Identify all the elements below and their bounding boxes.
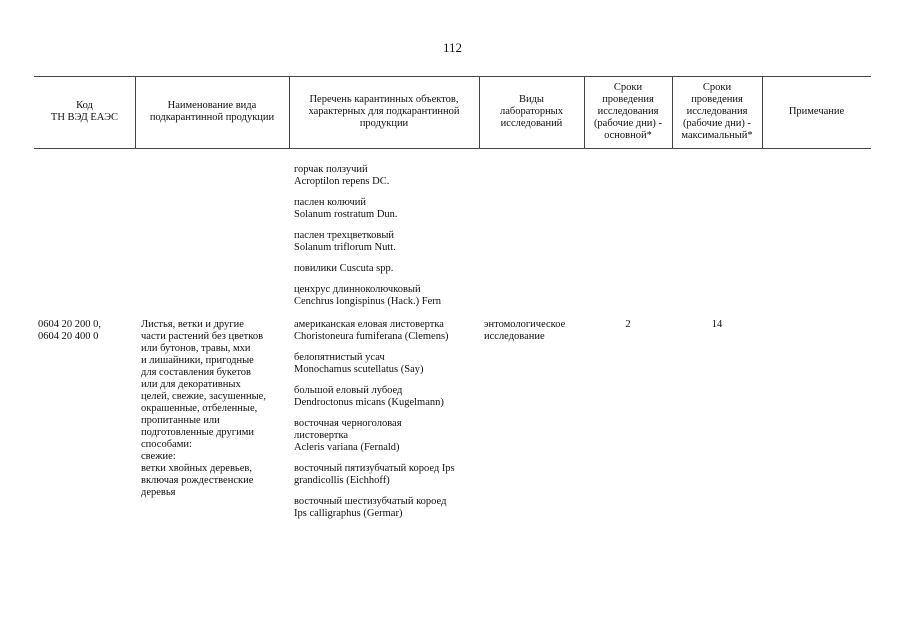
quarantine-object-line: повилики Cuscuta spp. bbox=[294, 263, 394, 274]
code-line: 0604 20 200 0, bbox=[38, 319, 101, 330]
quarantine-object bbox=[294, 284, 480, 308]
header-lab: Виды лабораторных исследований bbox=[499, 94, 563, 129]
quarantine-object-line: паслен колючий bbox=[294, 197, 366, 208]
code-line: 0604 20 400 0 bbox=[38, 331, 99, 342]
table-header-bottom-rule bbox=[34, 148, 871, 149]
quarantine-object bbox=[294, 164, 480, 188]
quarantine-object bbox=[294, 418, 480, 454]
quarantine-object bbox=[294, 197, 480, 221]
product-name-line: Листья, ветки и другие bbox=[141, 319, 244, 330]
quarantine-object bbox=[294, 352, 480, 376]
quarantine-object-line: восточная черноголовая bbox=[294, 418, 402, 429]
product-name-line: или для декоративных bbox=[141, 379, 241, 390]
product-name-line: части растений без цветков bbox=[141, 331, 264, 342]
quarantine-object-line: Dendroctonus micans (Kugelmann) bbox=[294, 397, 444, 408]
product-name-line: способами: bbox=[141, 439, 192, 450]
quarantine-object-line: восточный шестизубчатый короед bbox=[294, 496, 447, 507]
quarantine-object-line: паслен трехцветковый bbox=[294, 230, 395, 241]
quarantine-object-line: американская еловая листовертка bbox=[294, 319, 444, 330]
row-lab-research-cell bbox=[484, 319, 584, 343]
quarantine-object-line: Solanum triflorum Nutt. bbox=[294, 242, 396, 253]
product-name-line: пропитанные или bbox=[141, 415, 220, 426]
quarantine-object-line: Ips calligraphus (Germar) bbox=[294, 508, 403, 519]
product-name-line: ветки хвойных деревьев, bbox=[141, 463, 252, 474]
quarantine-object bbox=[294, 319, 480, 343]
product-name-line: свежие: bbox=[141, 451, 176, 462]
header-objects: Перечень карантинных объектов, характерных для подкарантинной продукции bbox=[308, 94, 460, 129]
quarantine-object-line: Acleris variana (Fernald) bbox=[294, 442, 400, 453]
product-name-line: целей, свежие, засушенные, bbox=[141, 391, 266, 402]
quarantine-object bbox=[294, 230, 480, 254]
quarantine-object-line: белопятнистый усач bbox=[294, 352, 385, 363]
product-name-line: деревья bbox=[141, 487, 176, 498]
product-name-line: для составления букетов bbox=[141, 367, 252, 378]
continued-quarantine-objects bbox=[294, 164, 480, 308]
quarantine-object-line: горчак ползучий bbox=[294, 164, 368, 175]
lab-research-line: исследование bbox=[484, 331, 545, 342]
row-product-name-cell bbox=[141, 319, 287, 499]
lab-research-line: энтомологическое bbox=[484, 319, 566, 330]
product-name-line: и лишайники, пригодные bbox=[141, 355, 254, 366]
quarantine-object-line: Acroptilon repens DC. bbox=[294, 176, 390, 187]
quarantine-object-line: восточный пятизубчатый короед Ips bbox=[294, 463, 455, 474]
quarantine-object bbox=[294, 263, 480, 275]
quarantine-object bbox=[294, 496, 480, 520]
quarantine-object-line: Choristoneura fumiferana (Clemens) bbox=[294, 331, 449, 342]
row-term-max-cell: 14 bbox=[711, 319, 723, 330]
header-term_max: Сроки проведения исследования (рабочие дни) - максимальный* bbox=[681, 82, 753, 141]
product-name-line: подготовленные другими bbox=[141, 427, 254, 438]
product-name-line: окрашенные, отбеленные, bbox=[141, 403, 258, 414]
page-number: 112 bbox=[442, 40, 463, 55]
quarantine-object-line: Monochamus scutellatus (Say) bbox=[294, 364, 424, 375]
quarantine-object bbox=[294, 385, 480, 409]
quarantine-object-line: Solanum rostratum Dun. bbox=[294, 209, 398, 220]
header-term_main: Сроки проведения исследования (рабочие дни) - основной* bbox=[593, 82, 663, 141]
header-name: Наименование вида подкарантинной продукции bbox=[149, 100, 275, 123]
quarantine-object-line: Cenchrus longispinus (Hack.) Fern bbox=[294, 296, 441, 307]
product-name-line: включая рождественские bbox=[141, 475, 254, 486]
header-code: Код ТН ВЭД ЕАЭС bbox=[50, 100, 119, 123]
quarantine-object-line: листовертка bbox=[294, 430, 349, 441]
quarantine-object-line: ценхрус длинноколючковый bbox=[294, 284, 421, 295]
header-note: Примечание bbox=[788, 106, 845, 117]
row-quarantine-objects-cell bbox=[294, 319, 480, 520]
row-term-main-cell: 2 bbox=[625, 319, 631, 330]
product-name-line: или бутонов, травы, мхи bbox=[141, 343, 251, 354]
quarantine-object bbox=[294, 463, 480, 487]
quarantine-object-line: grandicollis (Eichhoff) bbox=[294, 475, 390, 486]
quarantine-object-line: большой еловый лубоед bbox=[294, 385, 403, 396]
row-code-cell bbox=[38, 319, 134, 343]
